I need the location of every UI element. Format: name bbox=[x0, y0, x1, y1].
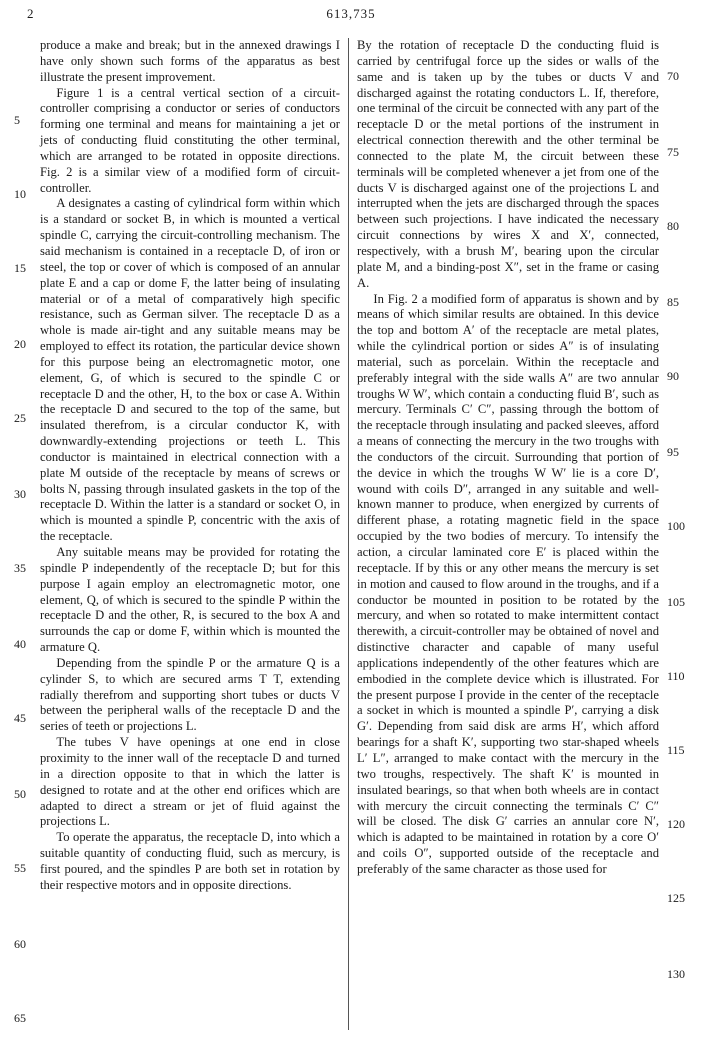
line-number: 30 bbox=[14, 487, 26, 501]
paragraph: produce a make and break; but in the annexed drawings I have only shown such forms of the apparatus as best illustrate the present improvement. bbox=[40, 38, 340, 84]
paragraph: By the rotation of receptacle D the conducting fluid is carried by centrifugal force up the sides or walls of the same and is taken up by the tubes or ducts V and discharged against the rotating conductors L. If, therefore, one terminal of the circuit be connected with any part of the receptacle D or the metal portions of the instrument in electrical connection therewith and the other terminal be connected to the plate M, the circuit between these terminals will be completed whenever a jet from one of the ducts V is discharged against one of the projections L and interrupted when the jets are discharged through the spaces between such projections. I have indicated the necessary circuit connections by wires X and X′, connected, respectively, with a brush M′, bearing upon the circular plate M, and a binding-post X″, set in the frame or casing A. bbox=[357, 38, 659, 290]
line-number: 50 bbox=[14, 787, 26, 801]
line-number: 105 bbox=[667, 595, 685, 609]
line-number: 15 bbox=[14, 261, 26, 275]
line-number: 55 bbox=[14, 861, 26, 875]
paragraph: In Fig. 2 a modified form of apparatus is shown and by means of which similar results are obtained. In this device the top and bottom A′ of the receptacle are metal plates, while the cylindrical portion or sides A″ is of insulating material, such as porcelain. Within the receptacle and preferably integral with the side walls A″ are two annular troughs W W′, which contain a conducting fluid B′, such as mercury. Terminals C′ C″, passing through the bottom of the receptacle through insulating and packed sleeves, afford a means of connecting the mercury in the two troughs with the conductors of the circuit. Surrounding that portion of the device in which the troughs W W′ lie is a core D′, wound with coils D″, arranged in any suitable and well-known manner to produce, when energized by currents of different phase, a rotating magnetic field in the space occupied by the two bodies of mercury. To intensify the action, a circular laminated core E′ is placed within the receptacle. If by this or any other means the mercury is set in motion and caused to flow around in the troughs, and if a conductor be mounted in position to be rotated by the mercury, and when so rotated to make intermittent contact therewith, a circuit-controller may be obtained of novel and distinctive character and capable of many useful applications independently of the other features which are embodied in the complete device which is illustrated. For the present purpose I provide in the center of the receptacle a socket in which is mounted a spindle P′, carrying a disk G′. Depending from said disk are arms H′, which afford bearings for a shaft K′, supporting two star-shaped wheels L′ L″, arranged to make contact with the mercury in the two troughs, respectively. The shaft K′ is mounted in insulated bearings, so that when both wheels are in contact with mercury the circuit connecting the terminals C′ C″ will be closed. The disk G′ carries an annular core N′, which is adapted to be maintained in rotation by a core O′ and coils O″, supported outside of the receptacle and preferably of the same character as those used for bbox=[357, 291, 659, 876]
patent-number: 613,735 bbox=[326, 6, 376, 21]
line-number: 45 bbox=[14, 711, 26, 725]
column-divider bbox=[348, 38, 349, 1030]
line-number: 10 bbox=[14, 187, 26, 201]
line-number: 125 bbox=[667, 891, 685, 905]
right-column bbox=[357, 38, 659, 878]
line-number: 110 bbox=[667, 669, 685, 683]
line-number: 70 bbox=[667, 69, 679, 83]
page-header bbox=[0, 0, 702, 28]
line-number: 80 bbox=[667, 219, 679, 233]
line-number: 90 bbox=[667, 369, 679, 383]
paragraph: To operate the apparatus, the receptacle D, into which a suitable quantity of conducting fluid, such as mercury, is first poured, and the spindles P are both set in rotation by their respective motors and in opposite directions. bbox=[40, 830, 340, 892]
paragraph: A designates a casting of cylindrical form within which is a standard or socket B, in which is mounted a vertical spindle C, carrying the circuit-controlling mechanism. The said mechanism is contained in a receptacle D, of iron or steel, the top or cover of which is composed of an annular plate E and a cap or dome F, the latter being of insulating material or of a metal of comparatively high specific resistance, such as German silver. The receptacle D as a whole is made air-tight and any suitable means may be employed to effect its rotation, the particular device shown for this purpose being an electromagnetic motor, one element, G, of which is secured to the spindle C or receptacle D and the other, H, to the box or case A. Within the receptacle D and secured to the top of the same, but insulated therefrom, is a circular conductor K, with downwardly-extending projections or teeth L. This conductor is maintained in electrical connection with a plate M outside of the receptacle by means of screws or bolts N, passing through insulated gaskets in the top of the receptacle D. Within the latter is a standard or socket O, in which is mounted a spindle P, concentric with the axis of the receptacle. bbox=[40, 196, 340, 544]
line-number: 130 bbox=[667, 967, 685, 981]
line-number: 20 bbox=[14, 337, 26, 351]
paragraph: Depending from the spindle P or the armature Q is a cylinder S, to which are secured arms T T, extending radially therefrom and supporting short tubes or ducts V between the peripheral walls of the receptacle D and the series of teeth or projections L. bbox=[40, 655, 340, 734]
left-column bbox=[40, 38, 340, 894]
line-number: 40 bbox=[14, 637, 26, 651]
line-number: 100 bbox=[667, 519, 685, 533]
line-number: 120 bbox=[667, 817, 685, 831]
page-number: 2 bbox=[27, 6, 34, 21]
line-number: 60 bbox=[14, 937, 26, 951]
line-number: 75 bbox=[667, 145, 679, 159]
line-number: 35 bbox=[14, 561, 26, 575]
line-number: 85 bbox=[667, 295, 679, 309]
line-number: 65 bbox=[14, 1011, 26, 1025]
paragraph: Figure 1 is a central vertical section of a circuit-controller comprising a conductor or series of conductors forming one terminal and means for maintaining a jet or jets of conducting fluid constituting the other terminal, which are arranged to be rotated in opposite directions. Fig. 2 is a similar view of a modified form of circuit-controller. bbox=[40, 85, 340, 195]
paragraph: Any suitable means may be provided for rotating the spindle P independently of the receptacle D; but for this purpose I again employ an electromagnetic motor, one element, Q, of which is secured to the spindle P within the receptacle D and the other, R, is secured to the box A and surrounds the cap or dome F, within which is mounted the armature Q. bbox=[40, 545, 340, 655]
line-number: 95 bbox=[667, 445, 679, 459]
line-number: 5 bbox=[14, 113, 20, 127]
paragraph: The tubes V have openings at one end in close proximity to the inner wall of the receptacle D and turned in a direction opposite to that in which the latter is designed to rotate and at the other end orifices which are adapted to direct a stream or jet of fluid against the projections L. bbox=[40, 735, 340, 829]
line-number: 115 bbox=[667, 743, 685, 757]
line-number: 25 bbox=[14, 411, 26, 425]
